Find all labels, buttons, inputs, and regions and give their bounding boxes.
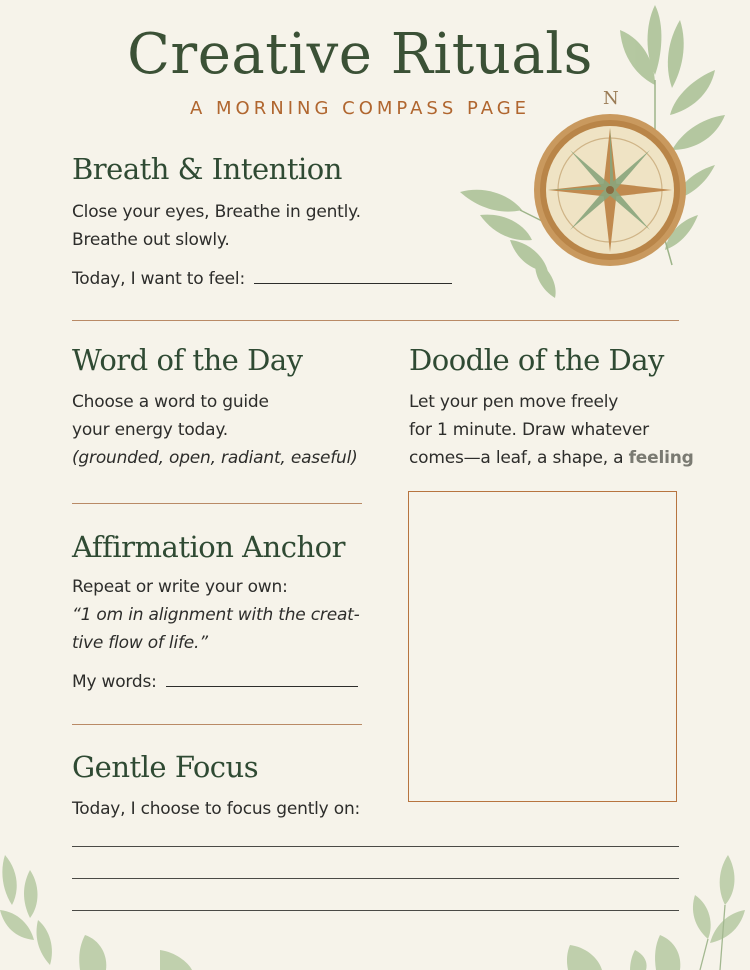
doodle-text-1: Let your pen move freely: [409, 392, 619, 412]
my-words-row: [72, 668, 358, 697]
word-text-1: Choose a word to guide: [72, 392, 269, 412]
feel-prompt-label: Today, I want to feel:: [72, 269, 245, 289]
affirmation-quote-2: tive flow of life.”: [72, 633, 208, 653]
page-title: Creative Rituals: [127, 22, 593, 87]
svg-text:N: N: [603, 88, 619, 109]
compass-icon: [450, 0, 750, 300]
leaf-icon: [0, 850, 200, 970]
breath-heading: Breath & Intention: [72, 152, 342, 186]
feel-answer-line[interactable]: [254, 265, 452, 284]
my-words-label: My words:: [72, 672, 157, 692]
affirmation-text: Repeat or write your own:: [72, 577, 288, 597]
affirmation-heading: Affirmation Anchor: [72, 530, 345, 564]
my-words-line[interactable]: [166, 668, 358, 687]
focus-heading: Gentle Focus: [72, 750, 259, 784]
doodle-box[interactable]: [408, 491, 677, 802]
section-divider: [72, 724, 362, 725]
word-text-2: your energy today.: [72, 420, 228, 440]
page-subtitle: A MORNING COMPASS PAGE: [189, 98, 531, 119]
doodle-text-2: for 1 minute. Draw whatever: [409, 420, 649, 440]
word-examples: (grounded, open, radiant, easeful): [72, 448, 358, 468]
section-divider: [72, 503, 362, 504]
focus-prompt: Today, I choose to focus gently on:: [72, 799, 361, 819]
word-heading: Word of the Day: [72, 343, 303, 377]
breath-text-1: Close your eyes, Breathe in gently.: [72, 202, 361, 222]
feel-prompt-row: [72, 265, 452, 294]
focus-writing-line[interactable]: [72, 846, 679, 847]
leaf-icon: [560, 855, 750, 970]
doodle-text-3-row: [409, 444, 694, 473]
affirmation-quote-1: “1 om in alignment with the creat-: [72, 605, 360, 625]
doodle-heading: Doodle of the Day: [409, 343, 664, 377]
doodle-text-3: comes—a leaf, a shape, a: [409, 448, 624, 468]
breath-text-2: Breathe out slowly.: [72, 230, 230, 250]
doodle-feeling: feeling: [628, 448, 694, 468]
section-divider: [72, 320, 679, 321]
